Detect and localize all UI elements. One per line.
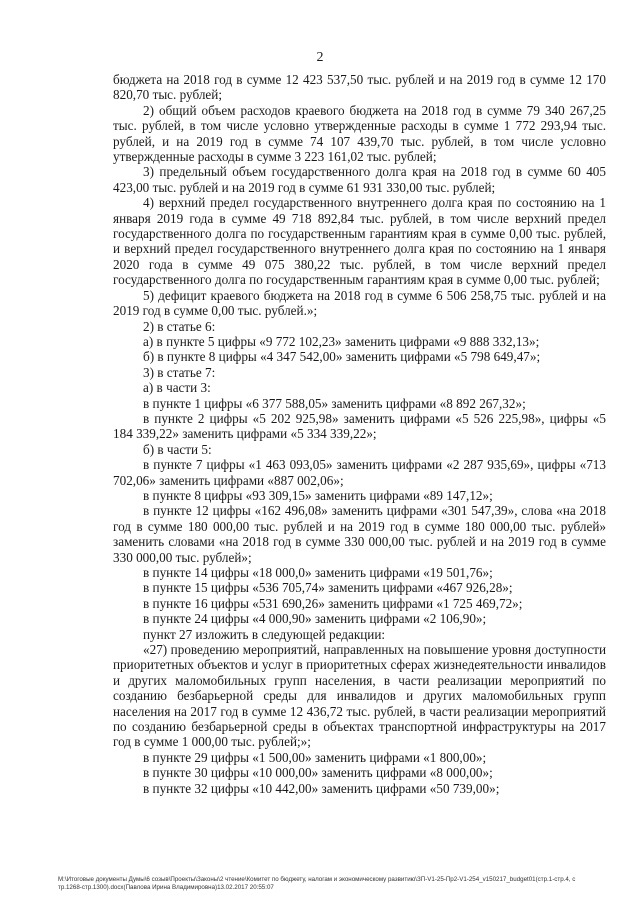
paragraph: в пункте 1 цифры «6 377 588,05» заменить цифрами «8 892 267,32»; bbox=[143, 395, 526, 411]
paragraph: в пункте 12 цифры «162 496,08» заменить цифрами «301 547,39», слова «на 2018 год в сумме 180 000,00 тыс. рублей и на 2019 год в сумме 180 000,00 тыс. рублей» заменить словами «на 2018 год в сумме 330 000,00 тыс. рублей и на 2019 год в сумме 330 000,00 тыс. рублей»; bbox=[113, 503, 606, 565]
file-path-footer: M:\Итоговые документы Думы\6 созыв\Проекты\Законы\2 чтение\Комитет по бюджету, налогам и экономическому развитию\ЗП-V1-25-Пр2-V1-254_v150217_budget01(стр.1-стр.4, стр.1268-стр.1300).docx(Павлова Ирина Владимировна)13.02.2017 20:55:07 bbox=[58, 876, 576, 891]
paragraph: в пункте 8 цифры «93 309,15» заменить цифрами «89 147,12»; bbox=[143, 487, 493, 503]
paragraph: бюджета на 2018 год в сумме 12 423 537,50 тыс. рублей и на 2019 год в сумме 12 170 820,70 тыс. рублей; bbox=[113, 72, 606, 103]
paragraph: 2) в статье 6: bbox=[143, 318, 216, 334]
paragraph: в пункте 30 цифры «10 000,00» заменить цифрами «8 000,00»; bbox=[143, 765, 493, 781]
paragraph: 3) предельный объем государственного долга края на 2018 год в сумме 60 405 423,00 тыс. рублей и на 2019 год в сумме 61 931 330,00 тыс. рублей; bbox=[113, 164, 606, 195]
paragraph: а) в части 3: bbox=[143, 380, 211, 396]
paragraph: 4) верхний предел государственного внутреннего долга края по состоянию на 1 января 2019 года в сумме 49 718 892,84 тыс. рублей, в том числе верхний предел государственного долга по государственным гарантиям края в сумме 0,00 тыс. рублей, и верхний предел государственного внутреннего долга края по состоянию на 1 января 2020 года в сумме 49 075 380,22 тыс. рублей, в том числе верхний предел государственного долга по государственным гарантиям края в сумме 0,00 тыс. рублей; bbox=[113, 195, 606, 288]
paragraph: «27) проведению мероприятий, направленных на повышение уровня доступности приоритетных объектов и услуг в приоритетных сферах жизнедеятельности инвалидов и других маломобильных групп населения, в части реализации мероприятий по созданию безбарьерной среды для инвалидов и других маломобильных групп населения на 2017 год в сумме 12 436,72 тыс. рублей, в части реализации мероприятий по созданию безбарьерной среды в объектах транспортной инфраструктуры на 2017 год в сумме 1 000,00 тыс. рублей;»; bbox=[113, 642, 606, 750]
paragraph: б) в части 5: bbox=[143, 441, 212, 457]
paragraph: в пункте 16 цифры «531 690,26» заменить цифрами «1 725 469,72»; bbox=[143, 595, 523, 611]
document-body bbox=[113, 72, 606, 796]
page-number: 2 bbox=[316, 50, 324, 65]
paragraph: в пункте 32 цифры «10 442,00» заменить цифрами «50 739,00»; bbox=[143, 780, 500, 796]
paragraph: б) в пункте 8 цифры «4 347 542,00» заменить цифрами «5 798 649,47»; bbox=[143, 349, 541, 365]
paragraph: 5) дефицит краевого бюджета на 2018 год в сумме 6 506 258,75 тыс. рублей и на 2019 год в сумме 0,00 тыс. рублей.»; bbox=[113, 287, 606, 319]
paragraph: в пункте 29 цифры «1 500,00» заменить цифрами «1 800,00»; bbox=[143, 749, 487, 765]
paragraph: 3) в статье 7: bbox=[143, 364, 216, 380]
paragraph: 2) общий объем расходов краевого бюджета на 2018 год в сумме 79 340 267,25 тыс. рублей, в том числе условно утвержденные расходы в сумме 1 772 293,94 тыс. рублей, и на 2019 год в сумме 74 107 439,70 тыс. рублей, в том числе условно утвержденные расходы в сумме 3 223 161,02 тыс. рублей; bbox=[113, 102, 606, 165]
paragraph: в пункте 2 цифры «5 202 925,98» заменить цифрами «5 526 225,98», цифры «5 184 339,22» заменить цифрами «5 334 339,22»; bbox=[113, 410, 606, 442]
paragraph: а) в пункте 5 цифры «9 772 102,23» заменить цифрами «9 888 332,13»; bbox=[143, 333, 540, 349]
paragraph: пункт 27 изложить в следующей редакции: bbox=[143, 626, 386, 642]
paragraph: в пункте 24 цифры «4 000,90» заменить цифрами «2 106,90»; bbox=[143, 611, 487, 627]
paragraph: в пункте 7 цифры «1 463 093,05» заменить цифрами «2 287 935,69», цифры «713 702,06» заменить цифрами «887 002,06»; bbox=[113, 457, 606, 488]
paragraph: в пункте 15 цифры «536 705,74» заменить цифрами «467 926,28»; bbox=[143, 580, 513, 596]
paragraph: в пункте 14 цифры «18 000,0» заменить цифрами «19 501,76»; bbox=[143, 565, 493, 580]
